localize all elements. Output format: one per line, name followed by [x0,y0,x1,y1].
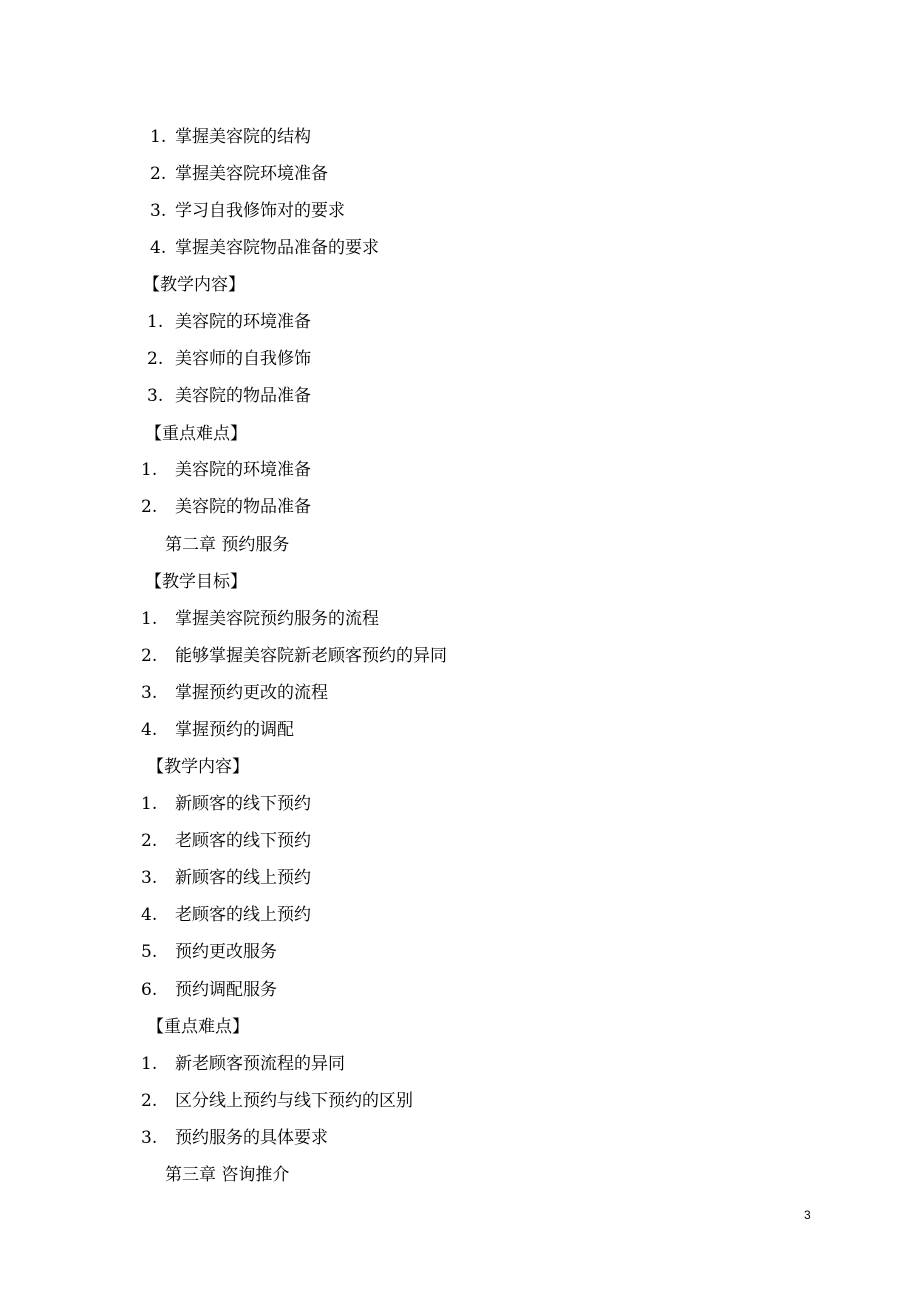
list-item-number: 4. [141,720,158,740]
list-item-number: 1. [141,460,158,480]
list-item-text: 新老顾客预流程的异同 [175,1054,345,1074]
section-heading: 【教学目标】 [145,572,247,592]
list-item-text: 美容院的环境准备 [175,312,311,332]
list-item-number: 5. [141,942,158,962]
list-item-text: 掌握美容院的结构 [175,127,311,147]
section-heading: 第二章 预约服务 [165,535,290,555]
list-item-number: 2. [141,1091,158,1111]
section-heading: 【教学内容】 [147,757,249,777]
list-item-text: 掌握美容院预约服务的流程 [175,609,379,629]
list-item-number: 1. [141,609,158,629]
list-item-text: 新顾客的线上预约 [175,868,311,888]
list-item-number: 3. [150,201,167,221]
list-item-text: 美容院的物品准备 [175,497,311,517]
page-number: 3 [804,1208,811,1222]
list-item-number: 3. [147,386,164,406]
list-item-number: 2. [141,497,158,517]
list-item-number: 3. [141,868,158,888]
list-item-number: 3. [141,683,158,703]
list-item-text: 预约服务的具体要求 [175,1128,328,1148]
list-item-number: 1. [141,1054,158,1074]
list-item-text: 掌握美容院物品准备的要求 [175,238,379,258]
list-item-text: 预约调配服务 [175,980,277,1000]
list-item-text: 老顾客的线上预约 [175,905,311,925]
list-item-number: 2. [147,349,164,369]
list-item-number: 1. [147,312,164,332]
list-item-text: 老顾客的线下预约 [175,831,311,851]
list-item-text: 美容院的物品准备 [175,386,311,406]
section-heading: 【重点难点】 [147,1017,249,1037]
list-item-number: 1. [141,794,158,814]
list-item-text: 能够掌握美容院新老顾客预约的异同 [175,646,447,666]
list-item-text: 掌握预约的调配 [175,720,294,740]
list-item-text: 区分线上预约与线下预约的区别 [175,1091,413,1111]
list-item-text: 预约更改服务 [175,942,277,962]
list-item-number: 3. [141,1128,158,1148]
list-item-number: 4. [141,905,158,925]
list-item-text: 掌握美容院环境准备 [175,164,328,184]
list-item-text: 学习自我修饰对的要求 [175,201,345,221]
list-item-text: 新顾客的线下预约 [175,794,311,814]
list-item-number: 2. [141,831,158,851]
list-item-number: 2. [150,164,167,184]
section-heading: 第三章 咨询推介 [165,1165,290,1185]
list-item-text: 美容院的环境准备 [175,460,311,480]
list-item-number: 1. [150,127,167,147]
section-heading: 【重点难点】 [145,424,247,444]
section-heading: 【教学内容】 [143,275,245,295]
list-item-text: 美容师的自我修饰 [175,349,311,369]
list-item-number: 4. [150,238,167,258]
list-item-text: 掌握预约更改的流程 [175,683,328,703]
list-item-number: 2. [141,646,158,666]
list-item-number: 6. [141,980,158,1000]
